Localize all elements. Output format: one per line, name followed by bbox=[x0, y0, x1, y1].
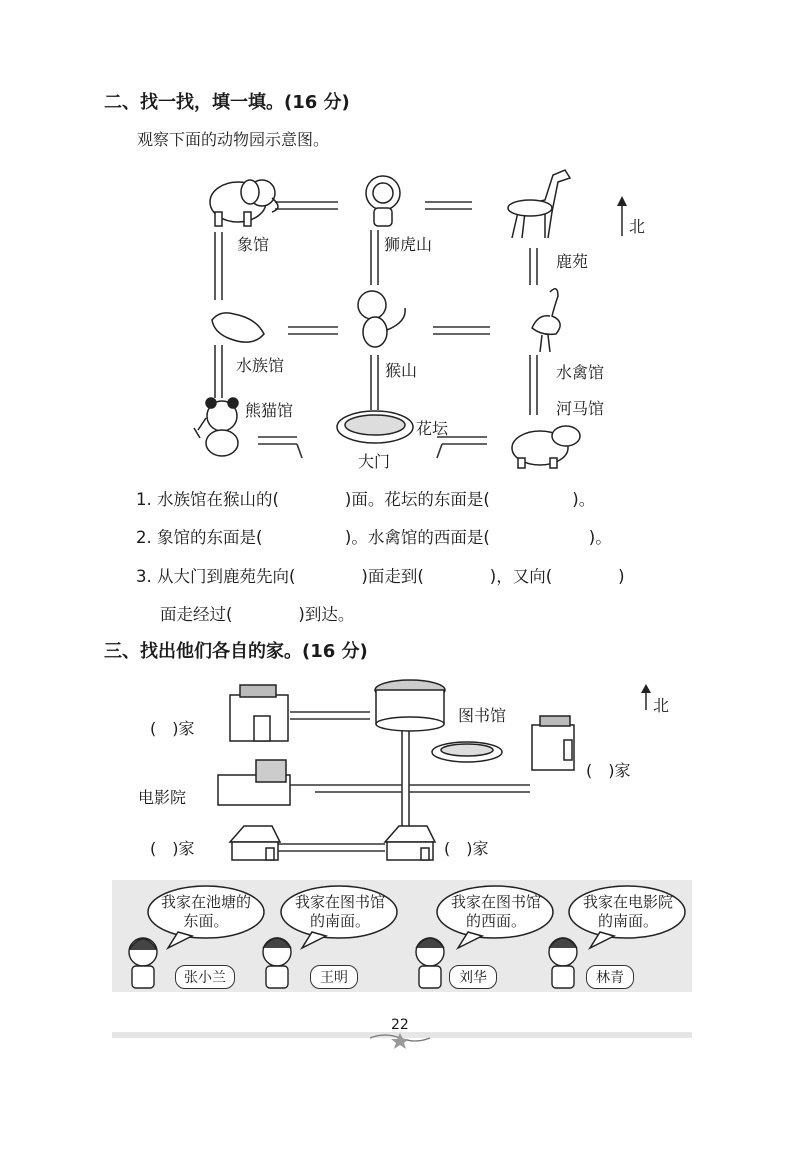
question-1: 1. 水族馆在猴山的( )面。花坛的东面是( )。 bbox=[136, 490, 596, 509]
question-3: 3. 从大门到鹿苑先向( )面走到( )，又向( ) bbox=[136, 567, 625, 586]
place-flowers: 花坛 bbox=[416, 419, 449, 438]
north-label-town: 北 bbox=[653, 696, 670, 715]
north-label-zoo: 北 bbox=[629, 217, 646, 236]
cinema-label: 电影院 bbox=[138, 788, 187, 807]
speech-zhang: 我家在池塘的东面。 bbox=[160, 893, 251, 930]
section3-heading: 三、找出他们各自的家。(16 分) bbox=[104, 641, 368, 662]
question-2: 2. 象馆的东面是( )。水禽馆的西面是( )。 bbox=[136, 528, 612, 547]
name-tag-zhang: 张小兰 bbox=[175, 965, 235, 989]
section2-heading: 二、找一找，填一填。(16 分) bbox=[104, 92, 350, 113]
place-lion: 狮虎山 bbox=[384, 235, 433, 254]
place-monkey: 猴山 bbox=[385, 361, 418, 380]
section2-intro: 观察下面的动物园示意图。 bbox=[137, 130, 330, 149]
speech-liu: 我家在图书馆的西面。 bbox=[450, 893, 541, 930]
name-tag-liu: 刘华 bbox=[449, 965, 497, 989]
place-hippo: 河马馆 bbox=[556, 399, 605, 418]
place-aquarium: 水族馆 bbox=[236, 356, 285, 375]
place-gate: 大门 bbox=[358, 452, 391, 471]
home-blank-east: ( )家 bbox=[586, 761, 631, 780]
home-blank-south: ( )家 bbox=[444, 839, 489, 858]
home-blank-southwest: ( )家 bbox=[150, 839, 195, 858]
speech-lin: 我家在电影院的南面。 bbox=[582, 893, 673, 930]
home-blank-northwest: ( )家 bbox=[150, 719, 195, 738]
library-label: 图书馆 bbox=[458, 706, 507, 725]
name-tag-lin: 林青 bbox=[586, 965, 634, 989]
speech-wang: 我家在图书馆的南面。 bbox=[294, 893, 385, 930]
page-number: 22 bbox=[391, 1017, 409, 1033]
place-deer: 鹿苑 bbox=[556, 252, 589, 271]
place-elephant: 象馆 bbox=[237, 235, 270, 254]
place-birds: 水禽馆 bbox=[556, 363, 605, 382]
question-3-cont: 面走经过( )到达。 bbox=[160, 605, 355, 624]
name-tag-wang: 王明 bbox=[310, 965, 358, 989]
place-panda: 熊猫馆 bbox=[245, 401, 294, 420]
